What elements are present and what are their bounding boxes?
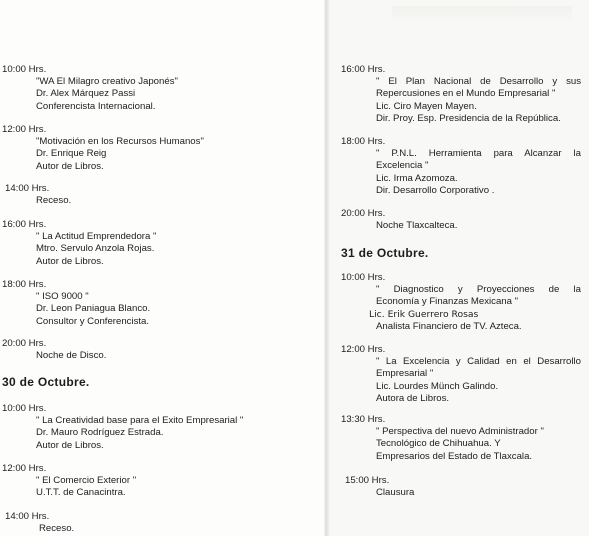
- entry-title-cont: Empresarial ": [376, 368, 434, 380]
- schedule-entry: [2, 64, 178, 113]
- entry-title: " P.N.L. Herramienta para Alcanzar la: [376, 148, 581, 160]
- entry-time: 18:00 Hrs.: [2, 279, 47, 290]
- schedule-entry: [341, 64, 581, 125]
- day-heading-30-octubre: 30 de Octubre.: [2, 375, 90, 389]
- entry-title: " Diagnostico y Proyecciones de la: [376, 284, 581, 296]
- entry-time: 20:00 Hrs.: [341, 208, 386, 219]
- entry-speaker: Dr. Mauro Rodríguez Estrada.: [36, 427, 164, 439]
- entry-speaker: Dr. Alex Márquez Passi: [36, 88, 136, 100]
- entry-time: 15:00 Hrs.: [345, 475, 390, 486]
- entry-time: 10:00 Hrs.: [2, 64, 47, 75]
- entry-role: Autor de Libros.: [36, 255, 104, 267]
- entry-time: 16:00 Hrs.: [2, 219, 47, 230]
- entry-title: "Motivación en los Recursos Humanos": [36, 136, 204, 148]
- day-heading-31-octubre: 31 de Octubre.: [341, 246, 429, 260]
- page-fold: [324, 0, 330, 536]
- schedule-entry: [5, 511, 74, 535]
- entry-title: Noche de Disco.: [36, 350, 107, 362]
- entry-time: 14:00 Hrs.: [5, 183, 50, 194]
- entry-title-cont: Repercusiones en el Mundo Empresarial ": [376, 88, 556, 100]
- entry-speaker: U.T.T. de Canacintra.: [36, 487, 126, 499]
- entry-role: Consultor y Conferencista.: [36, 315, 150, 327]
- entry-speaker: Lic. Lourdes Münch Galindo.: [376, 380, 499, 392]
- entry-speaker: Lic. Ciro Mayen Mayen.: [376, 100, 477, 112]
- schedule-entry: [2, 279, 150, 328]
- schedule-entry: [2, 124, 204, 173]
- entry-time: 18:00 Hrs.: [341, 136, 386, 147]
- entry-role: Autora de Libros.: [376, 392, 450, 404]
- schedule-entry: [2, 219, 156, 268]
- entry-speaker: Lic. Irma Azomoza.: [376, 172, 458, 184]
- entry-title: " La Excelencia y Calidad en el Desarrollo: [376, 356, 581, 368]
- schedule-entry: [5, 183, 71, 207]
- entry-speaker: Dr. Enrique Reig: [36, 148, 107, 160]
- entry-speaker: Tecnológico de Chihuahua. Y: [376, 438, 501, 450]
- schedule-entry: [341, 344, 581, 405]
- entry-time: 12:00 Hrs.: [2, 124, 47, 135]
- entry-title: Receso.: [36, 195, 72, 207]
- entry-time: 13:30 Hrs.: [341, 414, 386, 425]
- entry-time: 10:00 Hrs.: [2, 403, 47, 414]
- entry-role: Autor de Libros.: [36, 160, 104, 172]
- schedule-entry: [345, 475, 414, 499]
- entry-title-cont: Excelencia ": [376, 160, 429, 172]
- entry-speaker: Mtro. Servulo Anzola Rojas.: [36, 243, 155, 255]
- entry-time: 12:00 Hrs.: [2, 463, 47, 474]
- entry-title-cont: Economía y Finanzas Mexicana ": [376, 296, 519, 308]
- schedule-entry: [341, 208, 457, 232]
- schedule-entry: [2, 463, 136, 500]
- entry-time: 14:00 Hrs.: [5, 511, 50, 522]
- schedule-entry: [341, 136, 581, 197]
- entry-title: Receso.: [39, 523, 75, 535]
- entry-title: " ISO 9000 ": [36, 291, 89, 303]
- entry-title: Clausura: [376, 487, 415, 499]
- entry-time: 12:00 Hrs.: [341, 344, 386, 355]
- entry-title: " El Comercio Exterior ": [36, 475, 137, 487]
- schedule-entry: [2, 403, 243, 452]
- entry-role: Dir. Desarrollo Corporativo .: [376, 184, 495, 196]
- entry-time: 16:00 Hrs.: [341, 64, 386, 75]
- schedule-entry: [341, 414, 544, 463]
- entry-title: Noche Tlaxcalteca.: [376, 220, 458, 232]
- entry-title: " Perspectiva del nuevo Administrador ": [376, 426, 544, 438]
- schedule-entry: [2, 338, 106, 362]
- entry-role: Analista Financiero de TV. Azteca.: [376, 320, 522, 332]
- entry-title: "WA El Milagro creativo Japonés": [36, 76, 178, 88]
- schedule-entry: [341, 272, 581, 333]
- entry-title: " La Actitud Emprendedora ": [36, 231, 157, 243]
- entry-title: " El Plan Nacional de Desarrollo y sus: [376, 76, 581, 88]
- entry-speaker: Lic. Erik Guerrero Rosas: [369, 308, 479, 320]
- entry-role: Autor de Libros.: [36, 439, 104, 451]
- entry-time: 10:00 Hrs.: [341, 272, 386, 283]
- entry-role: Dir. Proy. Esp. Presidencia de la República.: [376, 112, 561, 124]
- entry-time: 20:00 Hrs.: [2, 338, 47, 349]
- scan-smudge: [392, 6, 572, 24]
- entry-role: Empresarios del Estado de Tlaxcala.: [376, 450, 533, 462]
- entry-title: " La Creatividad base para el Exito Empresarial ": [36, 415, 244, 427]
- entry-speaker: Dr. Leon Paniagua Blanco.: [36, 303, 151, 315]
- entry-role: Conferencista Internacional.: [36, 100, 156, 112]
